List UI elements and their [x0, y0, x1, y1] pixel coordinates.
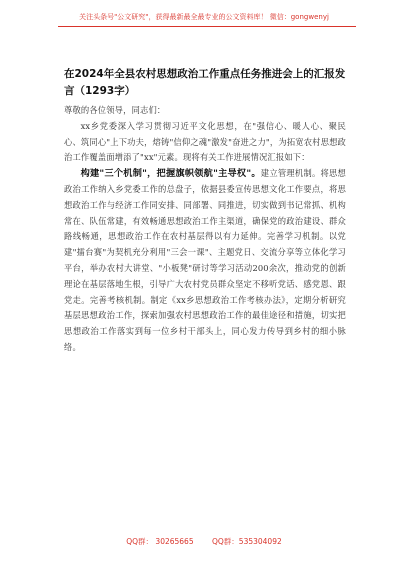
document-body: [64, 103, 346, 356]
section-1-body: 建立管理机制。将思想政治工作纳入乡党委工作的总盘子，依据县委宣传思想文化工作要点，将思想政治工作与经济工作同安排、同部署、同推进，切实做到书记常抓、机构常在、队伍常建，有效畅通思想政治工作主渠道，确保党的政治建设、群众路线畅通，思想政治工作在农村基层得以有力延伸。完善学习机制。以党建"擂台赛"为契机充分利用"三会一课"、主题党日、交流分享等立体化学习平台，举办农村大讲堂、"小板凳"研讨等学习活动200余次，推动党的创新理论在基层落地生根，引导广大农村党员群众坚定不移听党话、感党恩、跟党走。完善考核机制。制定《xx乡思想政治工作考核办法》，定期分析研究基层思想政治工作，探索加强农村思想政治工作的最佳途径和措施，切实把思想政治工作落实到每一位乡村干部头上，同心发力传导到乡村的细小脉络。: [64, 168, 346, 352]
header-banner: 关注头条号"公文研究"，获得最新最全最专业的公文资料库！ 微信：gongwenyj: [79, 13, 329, 21]
intro-paragraph: xx乡党委深入学习贯彻习近平文化思想，在"强信心、暖人心、聚民心、筑同心"上下功夫，熔铸"信仰之魂"激发"奋进之力"，为拓宽农村思想政治工作覆盖面增添了"xx"元素。现将有关工作进展情况汇报如下：: [64, 120, 346, 163]
salutation: 尊敬的各位领导，同志们：: [64, 105, 166, 115]
section-heading: 构建"三个机制"，把握旗帜领航"主导权"。: [80, 168, 261, 180]
footer-qq-group-1: QQ群： 30265665: [126, 537, 194, 546]
header-divider: [58, 26, 356, 27]
footer-contact: [0, 536, 408, 547]
document-title: 在2024年全县农村思想政治工作重点任务推进会上的汇报发言（1293字）: [64, 68, 346, 97]
footer-qq-group-2: QQ群：535304092: [212, 537, 282, 546]
section-1-paragraph: [64, 166, 346, 356]
